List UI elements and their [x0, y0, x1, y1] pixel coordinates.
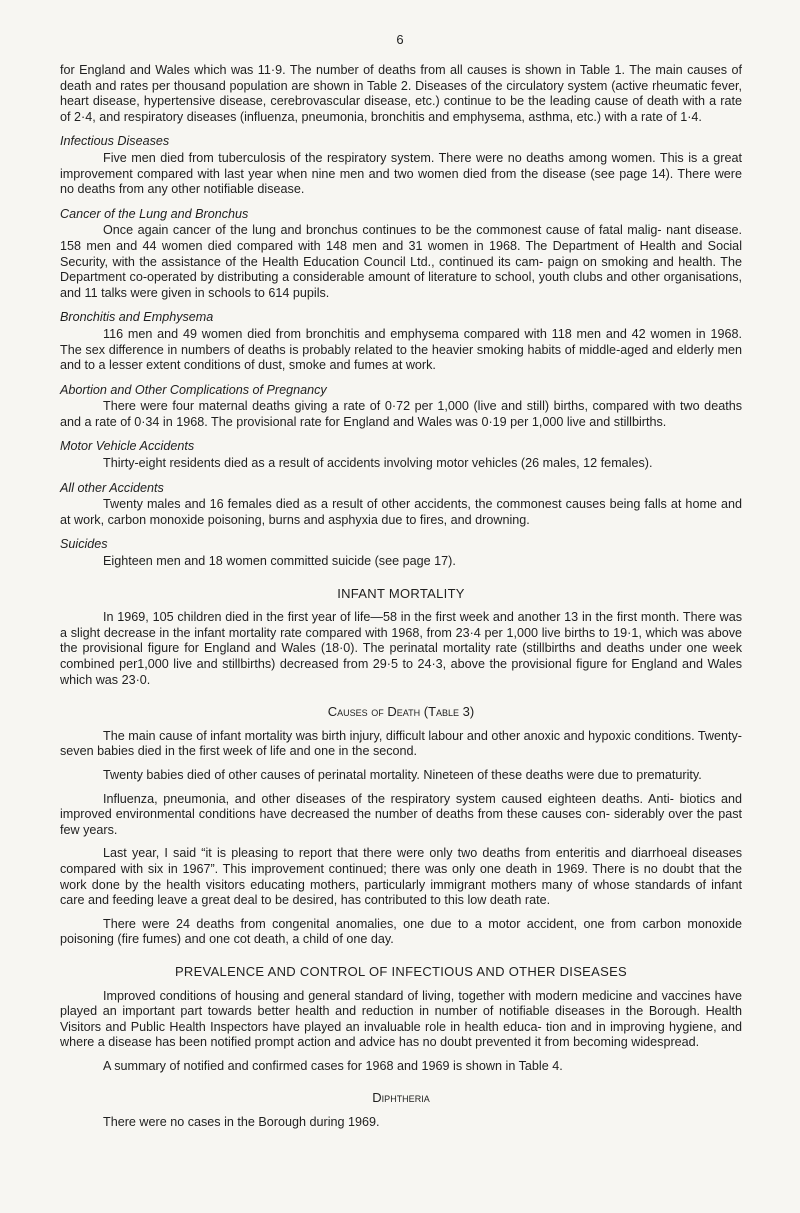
diphtheria-title: Diphtheria — [372, 1090, 430, 1106]
section-heading: All other Accidents — [60, 480, 164, 495]
section-heading: Bronchitis and Emphysema — [60, 310, 214, 325]
section-infectious-diseases — [60, 134, 742, 197]
diphtheria-section — [60, 1090, 742, 1130]
section-abortion — [60, 383, 742, 431]
infant-mortality-title: INFANT MORTALITY — [337, 585, 465, 601]
prevalence-title: PREVALENCE AND CONTROL OF INFECTIOUS AND OTHER DISEASES — [174, 963, 628, 979]
section-text: 116 men and 49 women died from bronchitis and emphysema compared with 118 men and 42 women in 1968. The sex difference in numbers of deaths is probably related to the heavier smoking habits of middle-aged and elderly men and to a lesser extent conditions of dust, smoke and fumes at work. — [60, 326, 742, 373]
section-text: Once again cancer of the lung and bronchus continues to be the commonest cause of fatal malig- nant disease. 158 men and 44 women died compared with 148 men and 31 women in 1968. The Department of Health and Social Security, with the assistance of the Health Education Council Ltd., continued its cam- paign on smoking and health. The Department co-operated by distributing a considerable amount of literature to school, youth clubs and other organisations, and 11 talks were given in schools to 614 pupils. — [60, 223, 742, 300]
causes-paragraph: The main cause of infant mortality was birth injury, difficult labour and other anoxic and hypoxic conditions. Twenty-seven babies died in the first week of life and one in the second. — [60, 728, 742, 759]
page-content — [60, 63, 742, 1131]
section-heading: Suicides — [60, 537, 108, 552]
causes-of-death-section — [60, 704, 742, 948]
section-text: Eighteen men and 18 women committed suicide (see page 17). — [103, 554, 456, 569]
section-motor-vehicle — [60, 439, 742, 471]
section-text: Twenty males and 16 females died as a result of other accidents, the commonest causes being falls at home and at work, carbon monoxide poisoning, burns and asphyxia due to fires, and drowning. — [60, 497, 742, 527]
causes-paragraph: Last year, I said “it is pleasing to report that there were only two deaths from enteritis and diarrhoeal diseases compared with six in 1967”. This improvement continued; there was only one death in 1969. There is no doubt that the work done by the health visitors educating mothers, particularly immigrant mothers many of whose standards of infant care and feeding leave a great deal to be desired, has contributed to this low death rate. — [60, 846, 742, 908]
section-heading: Abortion and Other Complications of Pregnancy — [60, 382, 327, 397]
section-heading: Cancer of the Lung and Bronchus — [60, 206, 249, 221]
section-heading: Motor Vehicle Accidents — [60, 439, 195, 454]
section-text: Thirty-eight residents died as a result of accidents involving motor vehicles (26 males, 12 females). — [103, 456, 653, 471]
diphtheria-text: There were no cases in the Borough during 1969. — [103, 1115, 380, 1130]
causes-paragraph: Influenza, pneumonia, and other diseases of the respiratory system caused eighteen deaths. Anti- biotics and improved environmental conditions have decreased the number of deaths from these causes con- siderably over the past few years. — [60, 791, 742, 837]
prevalence-paragraph: A summary of notified and confirmed cases for 1968 and 1969 is shown in Table 4. — [103, 1058, 563, 1073]
prevalence-paragraph: Improved conditions of housing and general standard of living, together with modern medicine and vaccines have played an important part towards better health and reduction in number of notifiable diseases in the Borough. Health Visitors and Public Health Inspectors have played an invaluable role in health educa- tion and in improving hygiene, and where a disease has been notified prompt action and advice has no doubt prevented it from becoming widespread. — [60, 988, 742, 1050]
section-cancer-lung — [60, 207, 742, 302]
infant-mortality-text: In 1969, 105 children died in the first year of life—58 in the first week and another 13 in the first month. There was a slight decrease in the infant mortality rate compared with 1968, from 23·4 per 1,000 live births to 19·1, which was above the provisional figure for England and Wales (18·0). The perinatal mortality rate (stillbirths and deaths under one week combined per1,000 live and stillbirths) decreased from 29·5 to 24·3, above the provisional figure for England and Wales which was 23·0. — [60, 610, 742, 687]
section-heading: Infectious Diseases — [60, 134, 170, 149]
prevalence-section — [60, 964, 742, 1075]
section-text: Five men died from tuberculosis of the respiratory system. There were no deaths among women. This is a great improvement compared with last year when nine men and two women died from the disease (see page 14). There were no deaths from any other notifiable disease. — [60, 150, 742, 197]
causes-paragraph: Twenty babies died of other causes of perinatal mortality. Nineteen of these deaths were due to prematurity. — [103, 767, 702, 782]
causes-of-death-title: Causes of Death (Table 3) — [327, 704, 475, 720]
section-bronchitis — [60, 310, 742, 373]
infant-mortality-section — [60, 586, 742, 689]
intro-paragraph: for England and Wales which was 11·9. The number of deaths from all causes is shown in Table 1. The main causes of death and rates per thousand population are shown in Table 2. Diseases of the circulatory system (active rheumatic fever, heart disease, hypertensive disease, cerebrovascular disease, etc.) continue to be the leading cause of death with a rate of 2·4, and respiratory diseases (influenza, pneumonia, bronchitis and emphysema, asthma, etc.) with a rate of 1·4. — [60, 63, 742, 124]
page-number: 6 — [396, 32, 404, 47]
section-text: There were four maternal deaths giving a rate of 0·72 per 1,000 (live and still) births, compared with two deaths and a rate of 0·34 in 1968. The provisional rate for England and Wales was 0·19 per 1,000 live and stillbirths. — [60, 399, 742, 429]
section-suicides — [60, 537, 742, 569]
section-other-accidents — [60, 481, 742, 529]
causes-paragraph: There were 24 deaths from congenital anomalies, one due to a motor accident, one from carbon monoxide poisoning (fire fumes) and one cot death, a child of one day. — [60, 916, 742, 947]
